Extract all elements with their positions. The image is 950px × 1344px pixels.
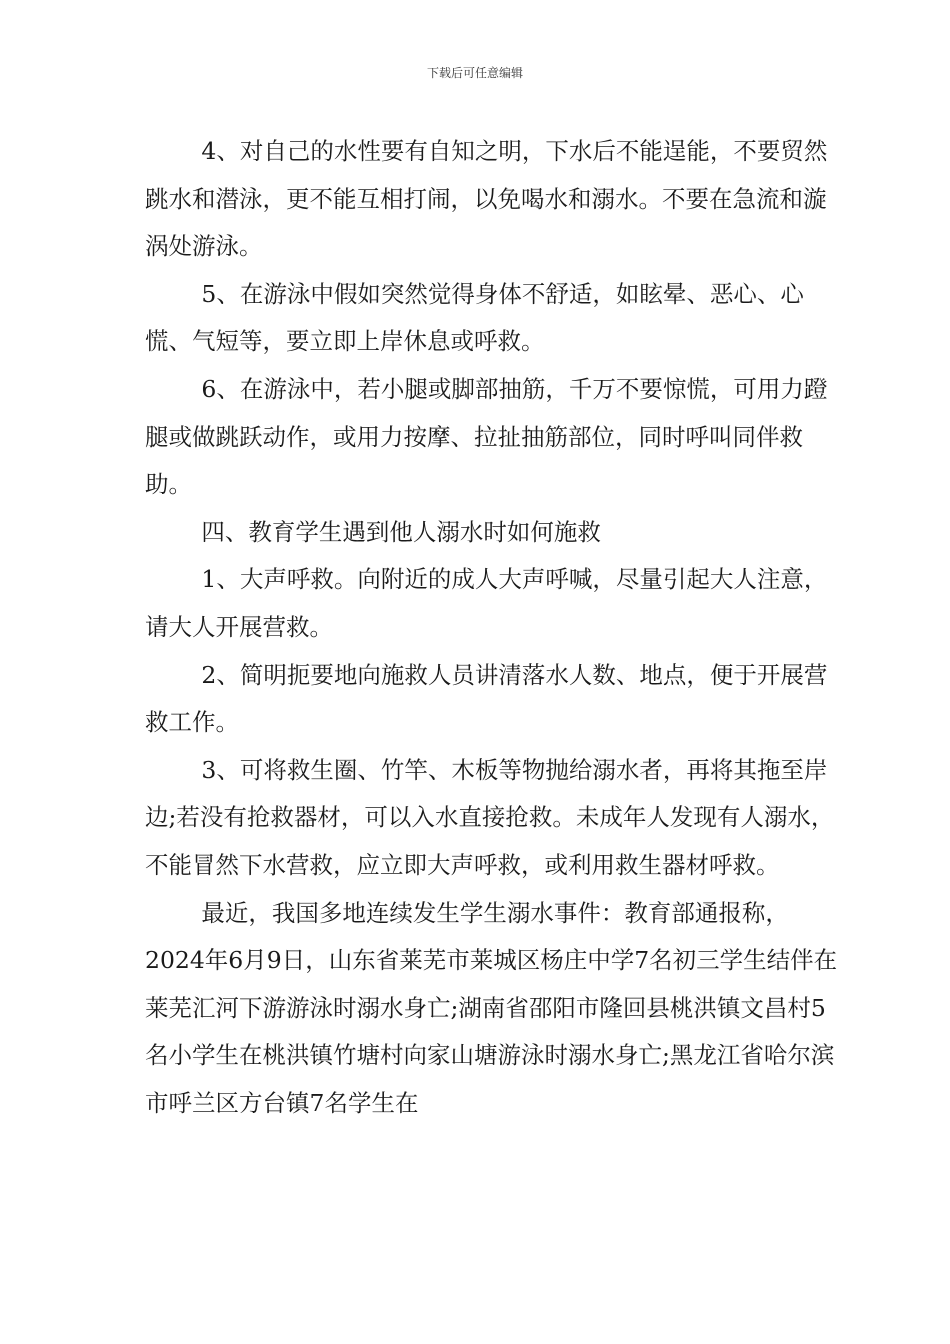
rescue-item-1: 1、大声呼救。向附近的成人大声呼喊，尽量引起大人注意，请大人开展营救。 bbox=[145, 565, 828, 641]
paragraph-item-4: 4、对自己的水性要有自知之明，下水后不能逞能，不要贸然跳水和潜泳，更不能互相打闹，以免喝水和溺水。不要在急流和漩涡处游泳。 bbox=[145, 137, 828, 261]
document-body bbox=[145, 128, 845, 1127]
paragraph-item-5: 5、在游泳中假如突然觉得身体不舒适，如眩晕、恶心、心慌、气短等，要立即上岸休息或呼救。 bbox=[145, 279, 804, 356]
section-heading-4: 四、教育学生遇到他人溺水时如何施救 bbox=[201, 517, 601, 546]
paragraph-item-6: 6、在游泳中，若小腿或脚部抽筋，千万不要惊慌，可用力蹬腿或做跳跃动作，或用力按摩、拉扯抽筋部位，同时呼叫同伴救助。 bbox=[145, 374, 828, 499]
rescue-item-3: 3、可将救生圈、竹竿、木板等物抛给溺水者，再将其拖至岸边;若没有抢救器材，可以入水直接抢救。未成年人发现有人溺水，不能冒然下水营救，应立即大声呼救，或利用救生器材呼救。 bbox=[145, 755, 835, 879]
news-paragraph: 最近，我国多地连续发生学生溺水事件：教育部通报称，2024年6月9日，山东省莱芜市莱城区杨庄中学7名初三学生结伴在莱芜汇河下游游泳时溺水身亡;湖南省邵阳市隆回县桃洪镇文昌村5名小学生在桃洪镇竹塘村向家山塘游泳时溺水身亡;黑龙江省哈尔滨市呼兰区方台镇7名学生在 bbox=[145, 898, 838, 1117]
page-header-note: 下载后可任意编辑 bbox=[426, 66, 523, 80]
rescue-item-2: 2、简明扼要地向施救人员讲清落水人数、地点，便于开展营救工作。 bbox=[145, 660, 828, 737]
